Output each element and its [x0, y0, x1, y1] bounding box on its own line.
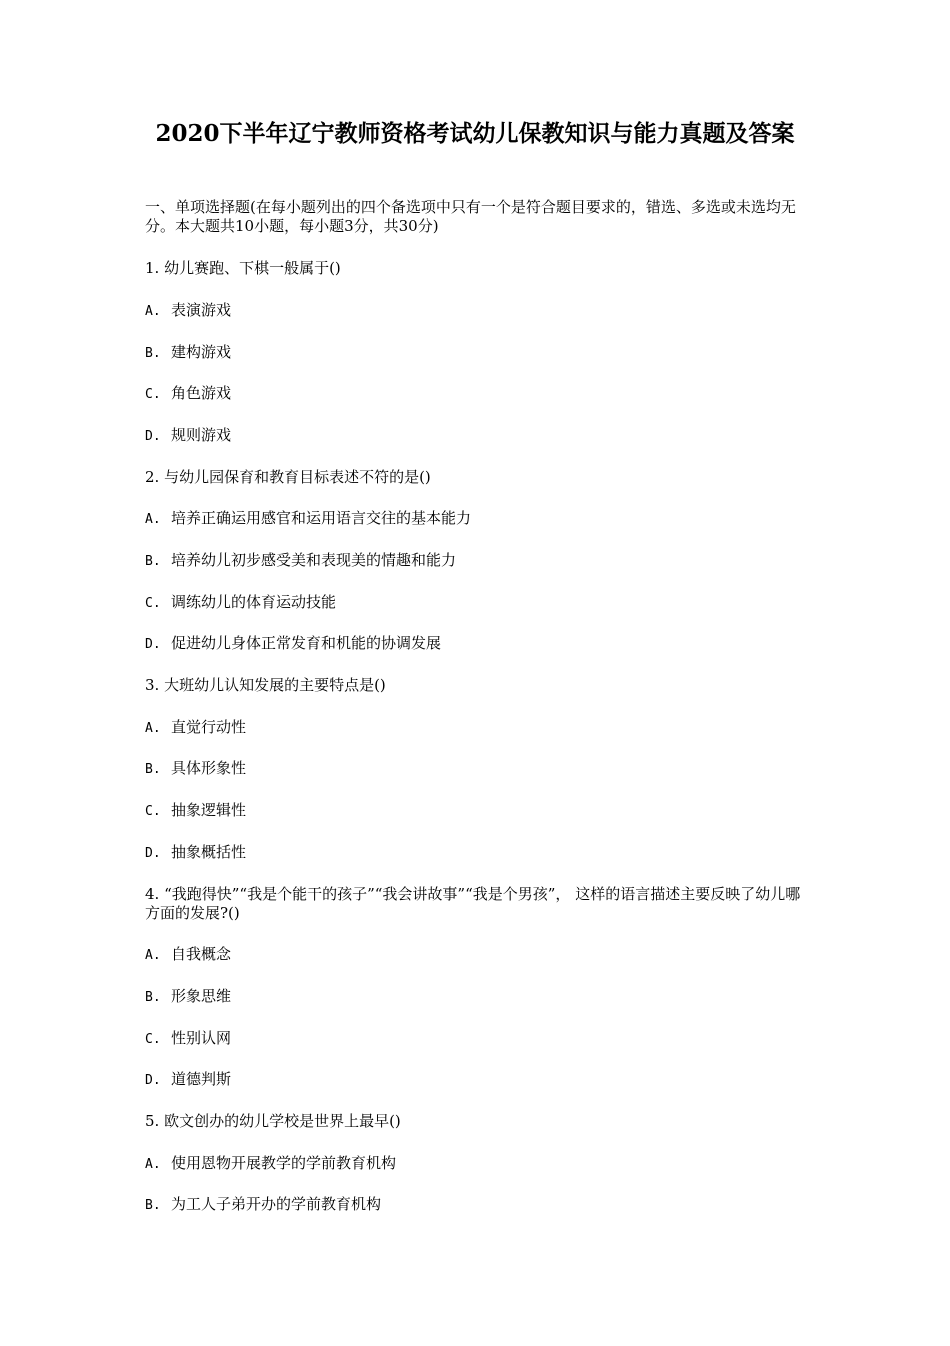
option-label: B. — [145, 762, 161, 777]
question-3-option-c — [145, 801, 810, 821]
option-text: 抽象概括性 — [171, 843, 247, 861]
question-4-option-d — [145, 1070, 810, 1090]
option-text: 道德判斯 — [171, 1070, 232, 1088]
question-4-option-c — [145, 1029, 810, 1049]
option-label: C. — [145, 1032, 161, 1047]
option-text: 使用恩物开展教学的学前教育机构 — [171, 1154, 397, 1172]
option-label: B. — [145, 554, 161, 569]
question-3-option-b — [145, 759, 810, 779]
option-text: 具体形象性 — [171, 759, 247, 777]
question-2-option-a — [145, 509, 810, 529]
document-title: 2020下半年辽宁教师资格考试幼儿保教知识与能力真题及答案 — [155, 120, 795, 147]
option-label: D. — [145, 637, 161, 652]
option-label: B. — [145, 346, 161, 361]
option-text: 培养幼儿初步感受美和表现美的情趣和能力 — [171, 551, 457, 569]
question-1-option-d — [145, 426, 810, 446]
option-text: 自我概念 — [171, 945, 232, 963]
question-2-stem: 2. 与幼儿园保育和教育目标表述不符的是() — [145, 468, 431, 486]
option-text: 培养正确运用感官和运用语言交往的基本能力 — [171, 509, 472, 527]
question-2-option-b — [145, 551, 810, 571]
option-label: A. — [145, 512, 161, 527]
option-text: 建构游戏 — [171, 343, 232, 361]
option-text: 性别认网 — [171, 1029, 232, 1047]
option-label: D. — [145, 429, 161, 444]
option-label: A. — [145, 721, 161, 736]
option-label: A. — [145, 948, 161, 963]
option-label: C. — [145, 387, 161, 402]
question-5-stem: 5. 欧文创办的幼儿学校是世界上最早() — [145, 1112, 401, 1130]
question-2-option-c — [145, 593, 810, 613]
option-text: 促进幼儿身体正常发育和机能的协调发展 — [171, 634, 442, 652]
option-text: 表演游戏 — [171, 301, 232, 319]
question-4-option-a — [145, 945, 810, 965]
question-4-stem: 4. “我跑得快”“我是个能干的孩子”“我会讲故事”“我是个男孩”， 这样的语言描述主要反映了幼儿哪方面的发展?() — [145, 885, 801, 922]
option-label: D. — [145, 1073, 161, 1088]
option-text: 抽象逻辑性 — [171, 801, 247, 819]
question-3-option-a — [145, 718, 810, 738]
section-intro: 一、单项选择题(在每小题列出的四个备选项中只有一个是符合题目要求的，错选、多选或未选均无分。本大题共10小题，每小题3分，共30分) — [145, 198, 796, 235]
question-1-stem: 1. 幼儿赛跑、下棋一般属于() — [145, 259, 341, 277]
option-text: 调练幼儿的体育运动技能 — [171, 593, 337, 611]
option-label: C. — [145, 596, 161, 611]
question-3-option-d — [145, 843, 810, 863]
option-text: 规则游戏 — [171, 426, 232, 444]
option-label: C. — [145, 804, 161, 819]
question-5-option-a — [145, 1154, 810, 1174]
question-2-option-d — [145, 634, 810, 654]
option-text: 直觉行动性 — [171, 718, 247, 736]
option-label: B. — [145, 990, 161, 1005]
option-label: A. — [145, 1157, 161, 1172]
question-1-option-c — [145, 384, 810, 404]
option-text: 形象思维 — [171, 987, 232, 1005]
question-3-stem: 3. 大班幼儿认知发展的主要特点是() — [145, 676, 386, 694]
question-1-option-b — [145, 343, 810, 363]
question-4-option-b — [145, 987, 810, 1007]
question-1-option-a — [145, 301, 810, 321]
question-5-option-b — [145, 1195, 810, 1215]
option-label: D. — [145, 846, 161, 861]
option-text: 角色游戏 — [171, 384, 232, 402]
option-label: B. — [145, 1198, 161, 1213]
option-label: A. — [145, 304, 161, 319]
option-text: 为工人子弟开办的学前教育机构 — [171, 1195, 382, 1213]
